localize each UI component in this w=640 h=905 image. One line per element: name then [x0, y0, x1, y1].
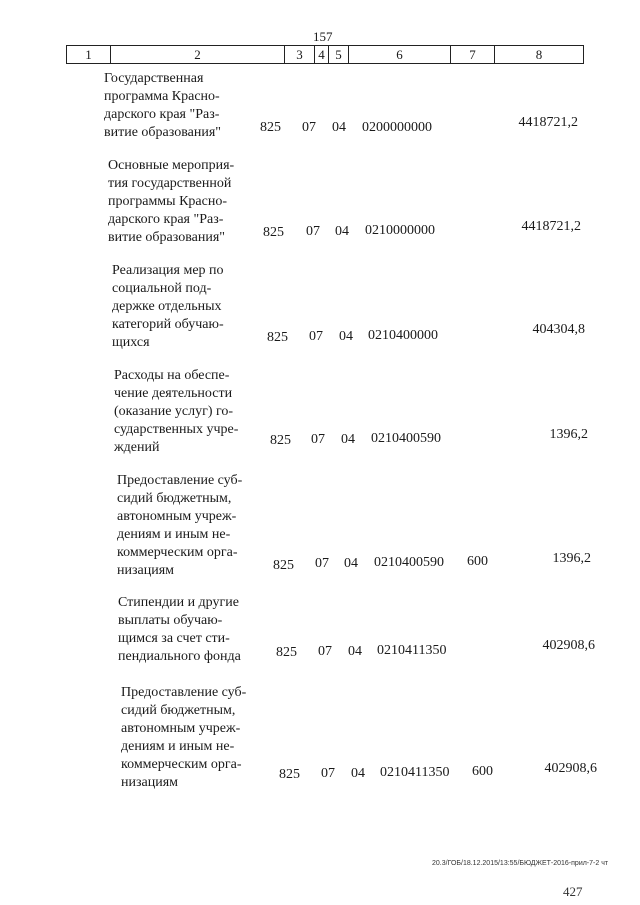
- name-line: Предоставление суб-: [117, 473, 243, 488]
- cell-rz: 07: [318, 644, 332, 659]
- cell-sum: 4418721,2: [521, 219, 581, 234]
- row-name: [112, 262, 250, 352]
- row-name: [118, 594, 256, 666]
- name-line: сударственных учре-: [114, 422, 239, 437]
- cell-pr: 04: [351, 766, 365, 781]
- name-line: категорий обучаю-: [112, 317, 224, 332]
- footer-note: 20.3/ГОБ/18.12.2015/13:55/БЮДЖЕТ-2016-прил-7-2 чт: [432, 860, 609, 867]
- name-line: витие образования": [108, 230, 225, 245]
- name-line: ждений: [114, 440, 160, 455]
- name-line: программы Красно-: [108, 194, 227, 209]
- cell-pr: 04: [335, 224, 349, 239]
- sheet-number: 427: [563, 884, 583, 899]
- name-line: низациям: [117, 563, 175, 578]
- name-line: дарского края "Раз-: [108, 212, 224, 227]
- name-line: (оказание услуг) го-: [114, 404, 234, 419]
- name-line: Стипендии и другие: [118, 595, 239, 610]
- cell-rz: 07: [311, 432, 325, 447]
- name-line: коммерческим орга-: [121, 757, 242, 772]
- cell-ved: 825: [267, 330, 288, 345]
- name-line: сидий бюджетным,: [121, 703, 236, 718]
- cell-ved: 825: [276, 645, 297, 660]
- name-line: щихся: [112, 335, 150, 350]
- cell-sum: 4418721,2: [518, 115, 578, 130]
- cell-csr: 0210000000: [365, 223, 435, 238]
- column-header-7: 7: [451, 46, 495, 63]
- name-line: Предоставление суб-: [121, 685, 247, 700]
- column-header-5: 5: [329, 46, 349, 63]
- cell-sum: 1396,2: [552, 551, 591, 566]
- name-line: программа Красно-: [104, 89, 220, 104]
- cell-rz: 07: [309, 329, 323, 344]
- column-header-6: 6: [349, 46, 451, 63]
- cell-pr: 04: [348, 644, 362, 659]
- name-line: выплаты обучаю-: [118, 613, 223, 628]
- name-line: дениям и иным не-: [121, 739, 235, 754]
- name-line: низациям: [121, 775, 179, 790]
- column-header-2: 2: [111, 46, 285, 63]
- name-line: держке отдельных: [112, 299, 222, 314]
- name-line: сидий бюджетным,: [117, 491, 232, 506]
- name-line: чение деятельности: [114, 386, 233, 401]
- cell-rz: 07: [306, 224, 320, 239]
- cell-vr: 600: [472, 764, 493, 779]
- name-line: Государственная: [104, 71, 204, 86]
- cell-vr: 600: [467, 554, 488, 569]
- cell-rz: 07: [321, 766, 335, 781]
- cell-csr: 0200000000: [362, 120, 432, 135]
- row-name: [121, 684, 259, 792]
- cell-sum: 1396,2: [549, 427, 588, 442]
- column-header-8: 8: [535, 47, 543, 62]
- cell-ved: 825: [263, 225, 284, 240]
- cell-ved: 825: [270, 433, 291, 448]
- name-line: дениям и иным не-: [117, 527, 231, 542]
- cell-csr: 0210400590: [374, 555, 444, 570]
- cell-pr: 04: [341, 432, 355, 447]
- name-line: витие образования": [104, 125, 221, 140]
- cell-csr: 0210400590: [371, 431, 441, 446]
- column-header-row: [66, 45, 584, 64]
- cell-pr: 04: [344, 556, 358, 571]
- cell-pr: 04: [339, 329, 353, 344]
- cell-pr: 04: [332, 120, 346, 135]
- cell-sum: 404304,8: [532, 322, 585, 337]
- page-number: 157: [313, 29, 333, 44]
- row-name: [117, 472, 255, 580]
- name-line: дарского края "Раз-: [104, 107, 220, 122]
- name-line: социальной под-: [112, 281, 212, 296]
- row-name: [104, 70, 242, 142]
- column-header-4: 4: [315, 46, 329, 63]
- cell-csr: 0210411350: [380, 765, 450, 780]
- name-line: щимся за счет сти-: [118, 631, 230, 646]
- cell-rz: 07: [315, 556, 329, 571]
- row-name: [108, 157, 246, 247]
- name-line: тия государственной: [108, 176, 232, 191]
- cell-sum: 402908,6: [542, 638, 595, 653]
- name-line: автономным учреж-: [121, 721, 241, 736]
- name-line: пендиального фонда: [118, 649, 241, 664]
- name-line: Реализация мер по: [112, 263, 224, 278]
- column-header-1: 1: [67, 46, 111, 63]
- name-line: Основные мероприя-: [108, 158, 235, 173]
- name-line: коммерческим орга-: [117, 545, 238, 560]
- cell-rz: 07: [302, 120, 316, 135]
- column-header-3: 3: [285, 46, 315, 63]
- row-name: [114, 367, 252, 457]
- name-line: автономным учреж-: [117, 509, 237, 524]
- cell-ved: 825: [260, 120, 281, 135]
- name-line: Расходы на обеспе-: [114, 368, 230, 383]
- cell-sum: 402908,6: [544, 761, 597, 776]
- cell-ved: 825: [273, 558, 294, 573]
- cell-csr: 0210411350: [377, 643, 447, 658]
- cell-csr: 0210400000: [368, 328, 438, 343]
- cell-ved: 825: [279, 767, 300, 782]
